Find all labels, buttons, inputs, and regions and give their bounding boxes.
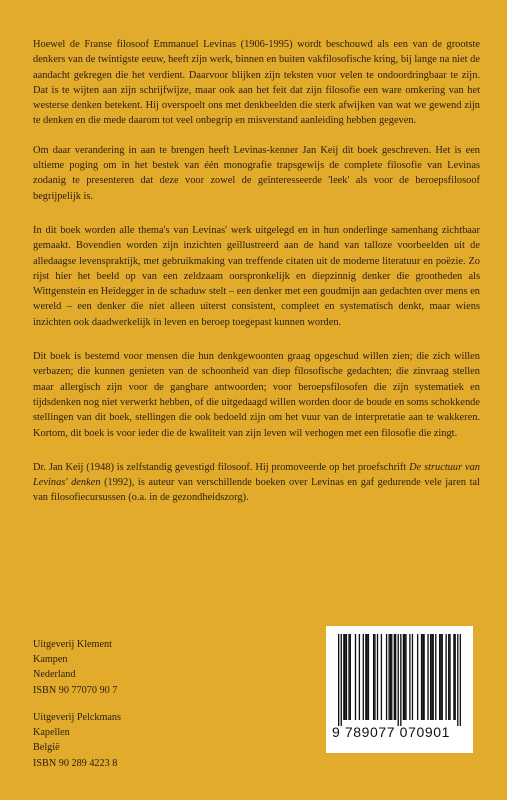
author-bio-text-cont: (1992), is auteur van verschillende boeken over Levinas en gaf gedurende vele jaren tal van filosofiecursussen (o.a. in de gezondheidszorg).	[33, 477, 480, 504]
blurb	[33, 37, 480, 523]
barcode-bar	[453, 634, 454, 720]
barcode-bar	[368, 634, 369, 720]
barcode-bar	[460, 634, 461, 726]
barcode-bar	[439, 634, 440, 720]
barcode-bar	[363, 634, 364, 720]
barcode	[326, 626, 473, 753]
barcode-bar	[350, 634, 351, 720]
barcode-bar	[445, 634, 446, 720]
blurb-paragraph-contents: In dit boek worden alle thema's van Levinas' werk uitgelegd en in hun onderlinge samenhang zichtbaar gemaakt. Bovendien worden zijn inzichten geïllustreerd aan de hand van talloze voorbeelden uit de alledaagse levenspraktijk, met gebruikmaking van treffende citaten uit de moderne literatuur en poëzie. Zo rijst hier het beeld op van een zeldzaam oorspronkelijk en diepzinnig denker die grootheden als Wittgenstein en Heidegger in de schaduw stelt – een denker met een goudmijn aan gedachten over mens en wereld – een denker die niet alleen uiterst consistent, compleet en systematisch denkt, maar wiens inzichten ook daadwerkelijk in leven en beroep toegepast kunnen worden.	[33, 224, 480, 328]
barcode-bar	[449, 634, 450, 720]
barcode-bar	[455, 634, 456, 720]
barcode-bar	[398, 634, 399, 726]
barcode-bar	[400, 634, 401, 726]
barcode-bar	[395, 634, 396, 720]
dissertation-title: De structuur van Levinas' denken	[33, 461, 481, 489]
publisher-country: België	[33, 742, 60, 754]
barcode-bar	[386, 634, 387, 720]
publisher-block-nl	[33, 637, 117, 698]
barcode-bar	[344, 634, 345, 720]
barcode-bar	[457, 634, 458, 726]
barcode-bar	[374, 634, 375, 720]
barcode-bar	[442, 634, 443, 720]
publisher-city: Kampen	[33, 654, 68, 666]
barcode-bar	[423, 634, 424, 720]
barcode-bar	[373, 634, 374, 720]
barcode-bar	[427, 634, 428, 720]
barcode-bar	[341, 634, 342, 726]
barcode-bar	[431, 634, 432, 720]
barcode-bar	[430, 634, 431, 720]
barcode-bar	[404, 634, 405, 720]
publisher-isbn: ISBN 90 289 4223 8	[33, 757, 118, 769]
publisher-isbn: ISBN 90 77070 90 7	[33, 684, 118, 696]
barcode-bar	[412, 634, 413, 720]
barcode-bar	[417, 634, 418, 720]
barcode-bar	[348, 634, 349, 720]
barcode-bar	[435, 634, 436, 720]
barcode-bar	[388, 634, 389, 720]
barcode-bar	[366, 634, 367, 720]
publisher-name: Uitgeverij Klement	[33, 639, 112, 650]
barcode-bar	[377, 634, 378, 720]
barcode-bar	[394, 634, 395, 720]
barcode-bar	[448, 634, 449, 720]
barcode-bars	[338, 634, 461, 726]
barcode-bar	[365, 634, 366, 720]
blurb-paragraph-audience: Dit boek is bestemd voor mensen die hun denkgewoonten graag opgeschud willen zien; die zich willen verbazen; die kunnen genieten van de schoonheid van diep filosofische gedachten; die zinvraag stellen maar allergisch zijn voor de gangbare antwoorden; voor beroepsfilosofen die zijn systematiek en tijdsdenken nog niet verwerkt hebben, of die uitgedaagd willen worden door de boude en soms schokkende stellingen van dit boek, stellingen die ook bedoeld zijn om het vuur van de interpretatie aan te wakkeren. Kortom, dit boek is voor ieder die de kwaliteit van zijn leven wil verhogen met een filosofie die zingt.	[33, 351, 480, 439]
barcode-bar	[391, 634, 392, 720]
barcode-bar	[343, 634, 344, 720]
publisher-city: Kapellen	[33, 727, 70, 739]
publisher-name: Uitgeverij Pelckmans	[33, 712, 121, 723]
barcode-bar	[390, 634, 391, 720]
barcode-bar	[346, 634, 347, 720]
blurb-paragraph-purpose: Om daar verandering in aan te brengen heeft Levinas-kenner Jan Keij dit boek geschreven. Het is een ultieme poging om in het bestek van één monografie trapsgewijs de complete filosofie van Levinas zodanig te presenteren dat deze voor zowel de geïnteresseerde 'leek' als voor de beroepsfilosoof begrijpelijk is.	[33, 144, 480, 202]
barcode-bar	[338, 634, 339, 726]
barcode-bar	[421, 634, 422, 720]
barcode-bar	[409, 634, 410, 720]
blurb-paragraph-intro: Hoewel de Franse filosoof Emmanuel Levinas (1906-1995) wordt beschouwd als een van de grootste denkers van de twintigste eeuw, heeft zijn werk, binnen en buiten vakfilosofische kring, bij lange na niet de aandacht gekregen die het verdient. Daarvoor blijken zijn teksten voor velen te ondoordringbaar te zijn. Dat is te wijten aan zijn schrijfwijze, maar ook aan het feit dat zijn filosofie een ware omkering van het westerse denken betekent. Hij overspoelt ons met denkbeelden die sterk afwijken van wat we gewend zijn te denken en die mede daarom tot veel onbegrip en misverstand aanleiding hebben gegeven.	[33, 39, 480, 127]
publisher-block-be	[33, 710, 121, 771]
barcode-bar	[433, 634, 434, 720]
barcode-bar	[403, 634, 404, 720]
barcode-bar	[405, 634, 406, 720]
barcode-bar	[355, 634, 356, 720]
barcode-bar	[422, 634, 423, 720]
publisher-country: Nederland	[33, 669, 76, 681]
barcode-bar	[440, 634, 441, 720]
barcode-bar	[381, 634, 382, 720]
barcode-digits: 9 789077 070901	[332, 724, 450, 740]
barcode-bar	[359, 634, 360, 720]
author-bio	[33, 460, 480, 506]
author-bio-text: Dr. Jan Keij (1948) is zelfstandig gevestigd filosoof. Hij promoveerde op het proefschrift	[33, 461, 410, 473]
